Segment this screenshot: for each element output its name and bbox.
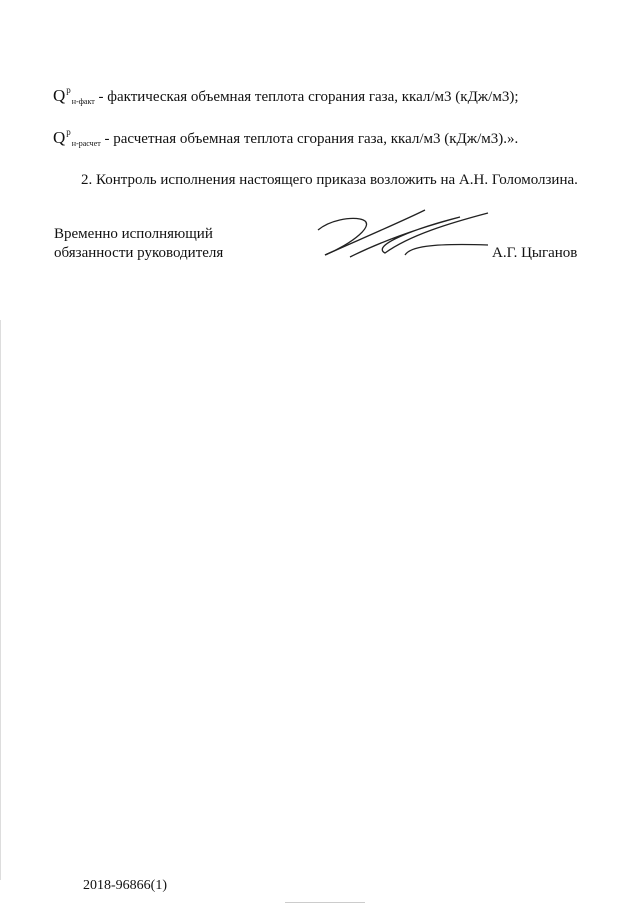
paragraph-2: 2. Контроль исполнения настоящего приказа возложить на А.Н. Голомолзина. [81,172,578,188]
formula-subscript: н-расчет [71,139,101,149]
formula-superscript: р [66,127,71,137]
signatory-name: А.Г. Цыганов [492,245,578,261]
formula-line-calc [53,128,518,148]
signatory-position-line2: обязанности руководителя [54,245,224,261]
formula-description: - расчетная объемная теплота сгорания газа, ккал/м3 (кДж/м3).». [104,131,519,147]
scan-edge-line [0,320,1,880]
document-code: 2018-96866(1) [83,878,167,893]
formula-superscript: р [66,85,71,95]
formula-description: - фактическая объемная теплота сгорания газа, ккал/м3 (кДж/м3); [98,89,519,105]
formula-line-fact [53,86,519,106]
formula-symbol: Q [53,86,66,105]
signatory-position-line1: Временно исполняющий [54,226,213,242]
formula-symbol: Q [53,128,66,147]
formula-subscript: н-факт [71,97,95,107]
handwritten-signature [310,205,490,265]
scan-bottom-line [285,902,365,903]
